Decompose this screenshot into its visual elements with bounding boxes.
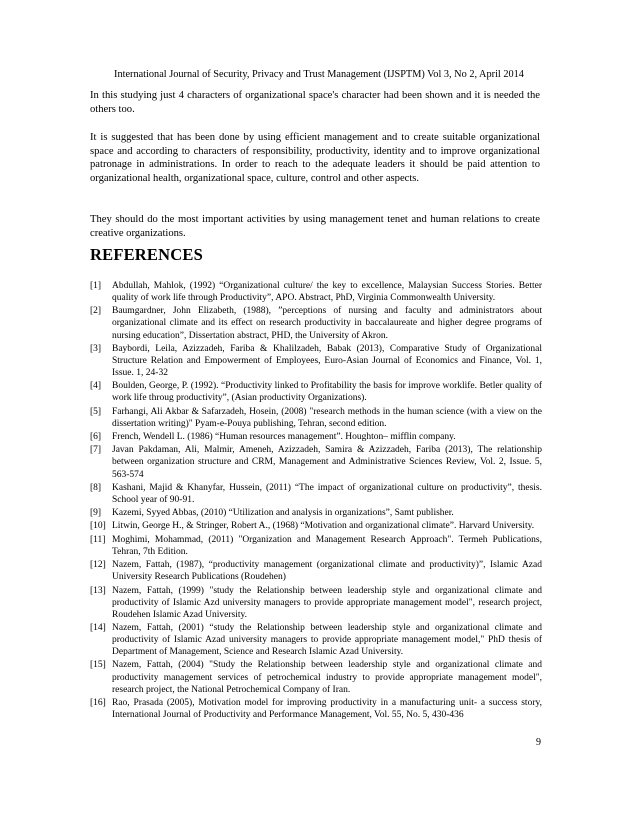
reference-item — [90, 697, 542, 721]
body-paragraph-2: It is suggested that has been done by using efficient management and to create suitable organizational space and according to characters of responsibility, productivity, identity and to improve organizational patronage in administrations. In order to reach to the adequate leaders it should be paid attention to organizational health, organizational space, culture, control and other aspects. — [90, 132, 540, 184]
reference-text: Nazem, Fattah, (1987), “productivity management (organizational climate and productivity)”, Islamic Azad University Research Publications (Roudehen) — [112, 560, 542, 583]
reference-item — [90, 585, 542, 621]
reference-number: [3] — [90, 343, 102, 354]
reference-item — [90, 406, 542, 430]
reference-text: Nazem, Fattah, (2001) “study the Relationship between leadership style and organizational climate and productivity of Islamic Azad university managers to provide appropriate management model," PhD thesis of Department of Management, Science and Research Islamic Azad University. — [112, 622, 542, 658]
reference-item — [90, 520, 542, 532]
reference-number: [8] — [90, 482, 102, 493]
body-paragraph-1: In this studying just 4 characters of organizational space's character had been shown and it is needed the others too. — [90, 90, 540, 115]
page-number: 9 — [536, 737, 541, 748]
reference-item — [90, 444, 542, 480]
reference-number: [11] — [90, 534, 106, 545]
reference-item — [90, 431, 542, 443]
reference-text: Litwin, George H., & Stringer, Robert A., (1968) “Motivation and organizational climate”. Harvard University. — [112, 521, 535, 532]
reference-text: Kashani, Majid & Khanyfar, Hussein, (2011) “The impact of organizational culture on productivity”, thesis. School year of 90-91. — [112, 482, 542, 505]
reference-item — [90, 280, 542, 304]
reference-text: Farhangi, Ali Akbar & Safarzadeh, Hosein, (2008) "research methods in the human science (with a view on the dissertation writing)" Pyam-e-Pouya publishing, Tehran, second edition. — [112, 406, 542, 429]
reference-number: [12] — [90, 560, 106, 571]
reference-number: [5] — [90, 406, 102, 417]
reference-item — [90, 534, 542, 558]
reference-item — [90, 305, 542, 341]
reference-text: Nazem, Fattah, (2004) "Study the Relationship between leadership style and organizational climate and productivity management services of petrochemical industry to provide appropriate management model", research project, the National Petrochemical Company of Iran. — [112, 660, 542, 695]
reference-item — [90, 380, 542, 404]
reference-text: Baumgardner, John Elizabeth, (1988), ”perceptions of nursing and faculty and administrators about organizational climate and its effect on research productivity in baccalaureate and higher degree programs of nursing education”, Dissertation abstract, PHD, the University of Akron. — [112, 306, 542, 341]
reference-number: [6] — [90, 432, 102, 443]
reference-item — [90, 507, 542, 519]
reference-number: [10] — [90, 521, 106, 532]
reference-item — [90, 482, 542, 506]
reference-item — [90, 343, 542, 379]
reference-number: [2] — [90, 306, 102, 317]
running-header: International Journal of Security, Privacy and Trust Management (IJSPTM) Vol 3, No 2, April 2014 — [114, 69, 524, 80]
reference-text: Nazem, Fattah, (1999) "study the Relationship between leadership style and organizational climate and productivity of Islamic Azd university managers to provide appropriate management model", research project, Roudehen Islamic Azad University. — [112, 585, 542, 620]
reference-text: Boulden, George, P. (1992). “Productivity linked to Profitability the basis for improve worklife. Betler quality of work life throug productivity”, (Asian productivity Organizations). — [112, 381, 542, 404]
reference-item — [90, 622, 542, 658]
reference-number: [16] — [90, 697, 106, 708]
reference-number: [1] — [90, 281, 102, 291]
reference-number: [13] — [90, 585, 106, 596]
reference-text: Kazemi, Syyed Abbas, (2010) “Utilization and analysis in organizations”, Samt publisher. — [112, 508, 454, 519]
reference-text: Moghimi, Mohammad, (2011) "Organization and Management Research Approach". Termeh Publications, Tehran, 7th Edition. — [112, 534, 542, 557]
reference-text: Baybordi, Leila, Azizzadeh, Fariba & Khalilzadeh, Babak (2013), Comparative Study of Organizational Structure Relation and Empowerment of Employees, Euro-Asian Journal of Economics and Finance, Vol. 1, Issue. 1, 24-32 — [112, 343, 542, 379]
body-paragraph-3: They should do the most important activities by using management tenet and human relations to create creative organizations. — [90, 214, 540, 239]
reference-text: Rao, Prasada (2005), Motivation model for improving productivity in a manufacturing unit- a success story, International Journal of Productivity and Performance Management, Vol. 55, No. 5, 430-436 — [112, 697, 542, 720]
reference-number: [14] — [90, 622, 106, 633]
reference-number: [9] — [90, 508, 102, 519]
reference-text: Abdullah, Mahlok, (1992) “Organizational culture/ the key to excellence, Malaysian Success Stories. Better quality of work life through Productivity”, APO. Abstract, PhD, Virginia Commonwealth University. — [112, 281, 542, 304]
reference-text: Javan Pakdaman, Ali, Malmir, Ameneh, Azizzadeh, Samira & Azizzadeh, Fariba (2013), The relationship between organization structure and CRM, Management and Administrative Sciences Review, Vol. 2, Issue. 5, 563-574 — [112, 445, 542, 480]
reference-item — [90, 659, 542, 695]
reference-text: French, Wendell L. (1986) “Human resources management”. Houghton– mifflin company. — [112, 432, 456, 443]
references-list — [90, 280, 542, 722]
reference-item — [90, 559, 542, 583]
reference-number: [7] — [90, 445, 102, 456]
reference-number: [4] — [90, 381, 102, 392]
references-heading: REFERENCES — [90, 245, 203, 264]
reference-number: [15] — [90, 660, 106, 671]
